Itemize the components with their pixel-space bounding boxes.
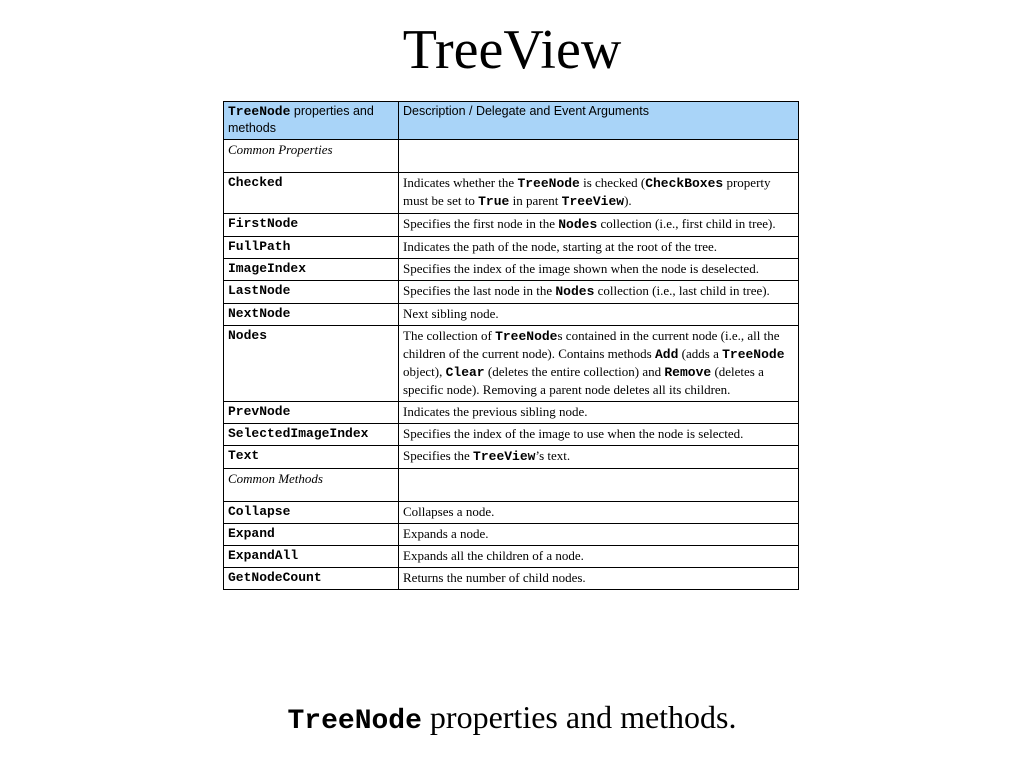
member-description-cell (399, 237, 799, 259)
section-empty-cell (399, 140, 799, 173)
properties-table-container (223, 101, 798, 590)
code-term: Remove (664, 365, 712, 380)
description-text: collection (i.e., last child in tree). (594, 283, 770, 298)
member-description-cell (399, 304, 799, 326)
table-row (224, 281, 799, 304)
section-label: Common Methods (224, 469, 399, 502)
description-text: Next sibling node. (403, 306, 499, 321)
member-description-cell (399, 568, 799, 590)
member-description-cell (399, 402, 799, 424)
description-text: collection (i.e., first child in tree). (597, 216, 776, 231)
description-text: Returns the number of child nodes. (403, 570, 586, 585)
member-name-cell: SelectedImageIndex (224, 424, 399, 446)
description-text: Specifies the (403, 448, 474, 463)
member-description-cell (399, 546, 799, 568)
code-term: Add (655, 347, 679, 362)
slide-caption (0, 695, 1024, 744)
description-text: property must be set to (403, 175, 771, 208)
code-term: Nodes (555, 284, 595, 299)
member-name-cell: LastNode (224, 281, 399, 304)
member-name-cell: Collapse (224, 502, 399, 524)
member-description-cell (399, 446, 799, 469)
caption-text: properties and methods. (421, 699, 737, 735)
description-text: Specifies the index of the image to use when the node is selected. (403, 426, 744, 441)
member-name-cell: FirstNode (224, 214, 399, 237)
description-text: ). (624, 193, 632, 208)
slide-title: TreeView (402, 19, 622, 81)
member-description-cell (399, 259, 799, 281)
member-name-cell: FullPath (224, 237, 399, 259)
table-header-row (224, 102, 799, 140)
member-description-cell (399, 173, 799, 214)
header-cell-member (224, 102, 399, 140)
table-row (224, 304, 799, 326)
code-term: TreeNode (722, 347, 785, 362)
table-row (224, 568, 799, 590)
table-row (224, 502, 799, 524)
member-name-cell: Checked (224, 173, 399, 214)
code-term: CheckBoxes (645, 176, 724, 191)
member-name-cell: Nodes (224, 326, 399, 402)
description-text: Indicates the path of the node, starting at the root of the tree. (403, 239, 718, 254)
code-term: TreeView (561, 194, 625, 209)
code-term: TreeNode (517, 176, 580, 191)
description-text: ’s text. (535, 448, 571, 463)
header-cell-description: Description / Delegate and Event Arguments (399, 102, 799, 140)
code-term: Clear (445, 365, 485, 380)
description-text: Indicates whether the (403, 175, 518, 190)
section-label: Common Properties (224, 140, 399, 173)
header-code: TreeNode (228, 104, 291, 119)
member-name-cell: ImageIndex (224, 259, 399, 281)
table-row (224, 524, 799, 546)
table-row (224, 402, 799, 424)
code-term: TreeView (473, 449, 536, 464)
member-name-cell: GetNodeCount (224, 568, 399, 590)
member-description-cell (399, 214, 799, 237)
description-text: The collection of (403, 328, 496, 343)
table-row (224, 259, 799, 281)
description-text: object), (403, 364, 446, 379)
description-text: Collapses a node. (403, 504, 495, 519)
description-text: Specifies the index of the image shown when the node is deselected. (403, 261, 759, 276)
table-row (224, 237, 799, 259)
member-name-cell: Expand (224, 524, 399, 546)
section-row-properties (224, 140, 799, 173)
section-row-methods (224, 469, 799, 502)
description-text: s contained in the current node (i.e., all the children of the current node). Contains methods (403, 328, 780, 361)
table-row (224, 326, 799, 402)
member-description-cell (399, 281, 799, 304)
caption-code: TreeNode (287, 706, 422, 737)
section-empty-cell (399, 469, 799, 502)
description-text: Expands all the children of a node. (403, 548, 584, 563)
description-text: Specifies the first node in the (403, 216, 559, 231)
description-text: Indicates the previous sibling node. (403, 404, 588, 419)
description-text: in parent (509, 193, 562, 208)
code-term: True (478, 194, 510, 209)
member-description-cell (399, 326, 799, 402)
header-text: properties and methods (228, 104, 374, 135)
member-name-cell: NextNode (224, 304, 399, 326)
description-text: Expands a node. (403, 526, 489, 541)
description-text: Specifies the last node in the (403, 283, 556, 298)
member-description-cell (399, 524, 799, 546)
member-name-cell: PrevNode (224, 402, 399, 424)
table-row (224, 446, 799, 469)
member-name-cell: Text (224, 446, 399, 469)
description-text: (adds a (678, 346, 723, 361)
code-term: TreeNode (495, 329, 558, 344)
description-text: (deletes the entire collection) and (484, 364, 665, 379)
table-row (224, 424, 799, 446)
member-description-cell (399, 424, 799, 446)
properties-table (223, 101, 799, 590)
table-row (224, 214, 799, 237)
table-row (224, 546, 799, 568)
member-description-cell (399, 502, 799, 524)
description-text: (deletes a specific node). Removing a parent node deletes all its children. (403, 364, 764, 397)
member-name-cell: ExpandAll (224, 546, 399, 568)
code-term: Nodes (558, 217, 598, 232)
table-row (224, 173, 799, 214)
description-text: is checked ( (579, 175, 646, 190)
